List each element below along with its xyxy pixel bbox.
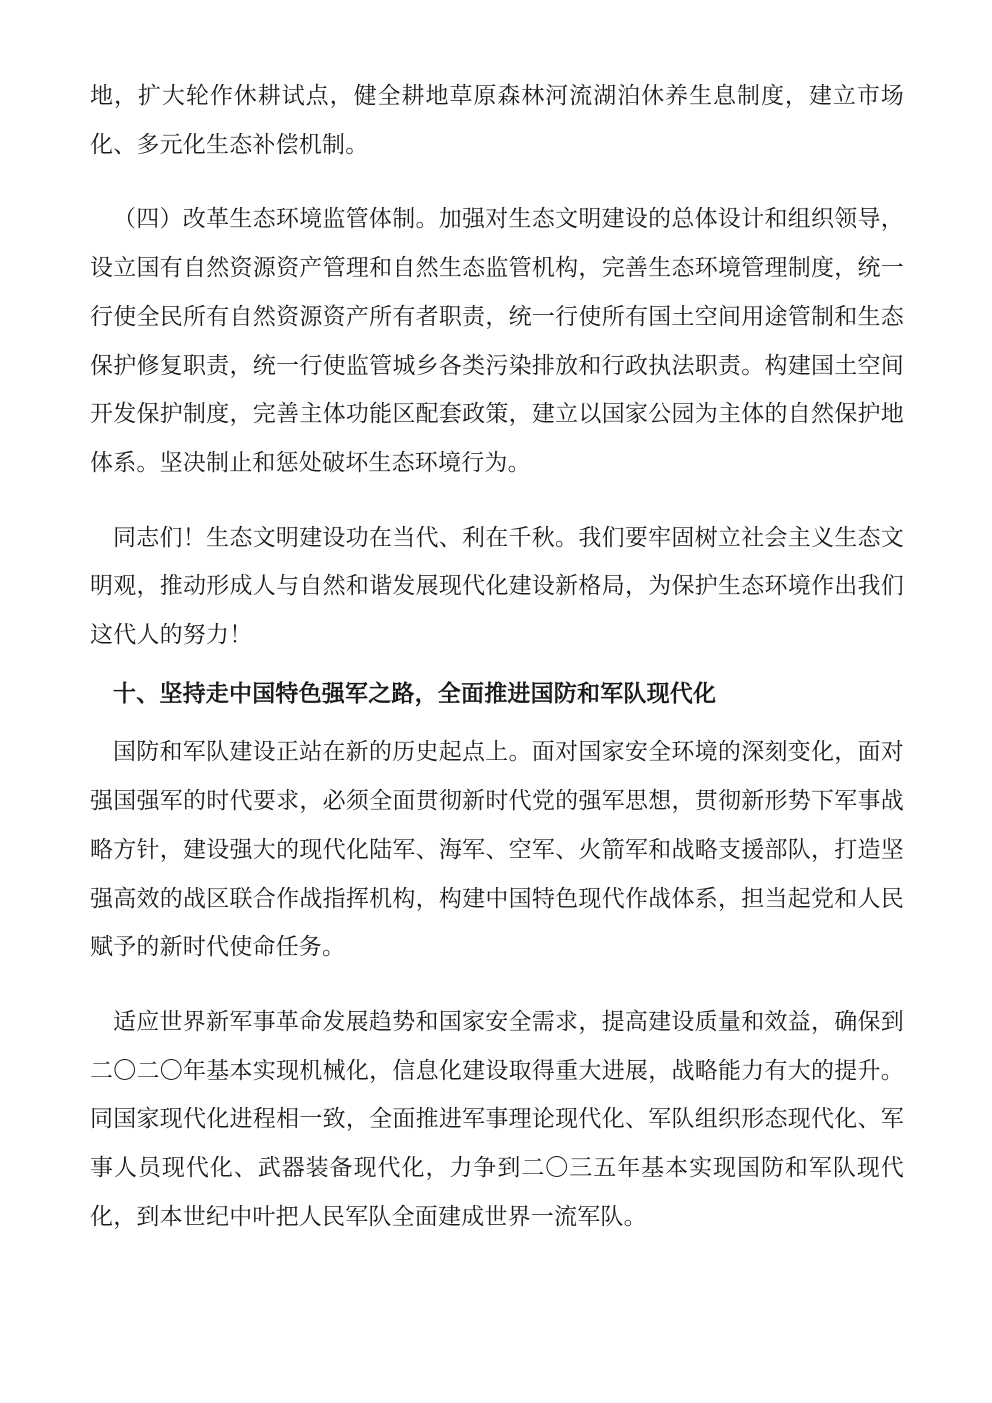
- section-heading-military-modernization: 十、坚持走中国特色强军之路，全面推进国防和军队现代化: [113, 680, 717, 707]
- paragraph-ecological-compensation: 地，扩大轮作休耕试点，健全耕地草原森林河流湖泊休养生息制度，建立市场化、多元化生态补偿机制。: [90, 83, 904, 158]
- paragraph-spacer: [90, 488, 904, 514]
- paragraph-environmental-supervision-reform: （四）改革生态环境监管体制。加强对生态文明建设的总体设计和组织领导，设立国有自然资源资产管理和自然生态监管机构，完善生态环境管理制度，统一行使全民所有自然资源资产所有者职责，统一行使所有国土空间用途管制和生态保护修复职责，统一行使监管城乡各类污染排放和行政执法职责。构建国土空间开发保护制度，完善主体功能区配套政策，建立以国家公园为主体的自然保护地体系。坚决制止和惩处破坏生态环境行为。: [90, 206, 904, 476]
- paragraph-comrades-closing: 同志们！生态文明建设功在当代、利在千秋。我们要牢固树立社会主义生态文明观，推动形成人与自然和谐发展现代化建设新格局，为保护生态环境作出我们这代人的努力！: [90, 524, 904, 649]
- paragraph-spacer: [90, 169, 904, 195]
- paragraph-national-defense: 国防和军队建设正站在新的历史起点上。面对国家安全环境的深刻变化，面对强国强军的时代要求，必须全面贯彻新时代党的强军思想，贯彻新形势下军事战略方针，建设强大的现代化陆军、海军、空军、火箭军和战略支援部队，打造坚强高效的战区联合作战指挥机构，构建中国特色现代作战体系，担当起党和人民赋予的新时代使命任务。: [90, 739, 904, 961]
- paragraph-spacer: [90, 660, 904, 670]
- paragraph-modernization-timeline: 适应世界新军事革命发展趋势和国家安全需求，提高建设质量和效益，确保到二〇二〇年基本实现机械化，信息化建设取得重大进展，战略能力有大的提升。同国家现代化进程相一致，全面推进军事理论现代化、军队组织形态现代化、军事人员现代化、武器装备现代化，力争到二〇三五年基本实现国防和军队现代化，到本世纪中叶把人民军队全面建成世界一流军队。: [90, 1008, 904, 1230]
- paragraph-spacer: [90, 718, 904, 728]
- paragraph-spacer: [90, 972, 904, 998]
